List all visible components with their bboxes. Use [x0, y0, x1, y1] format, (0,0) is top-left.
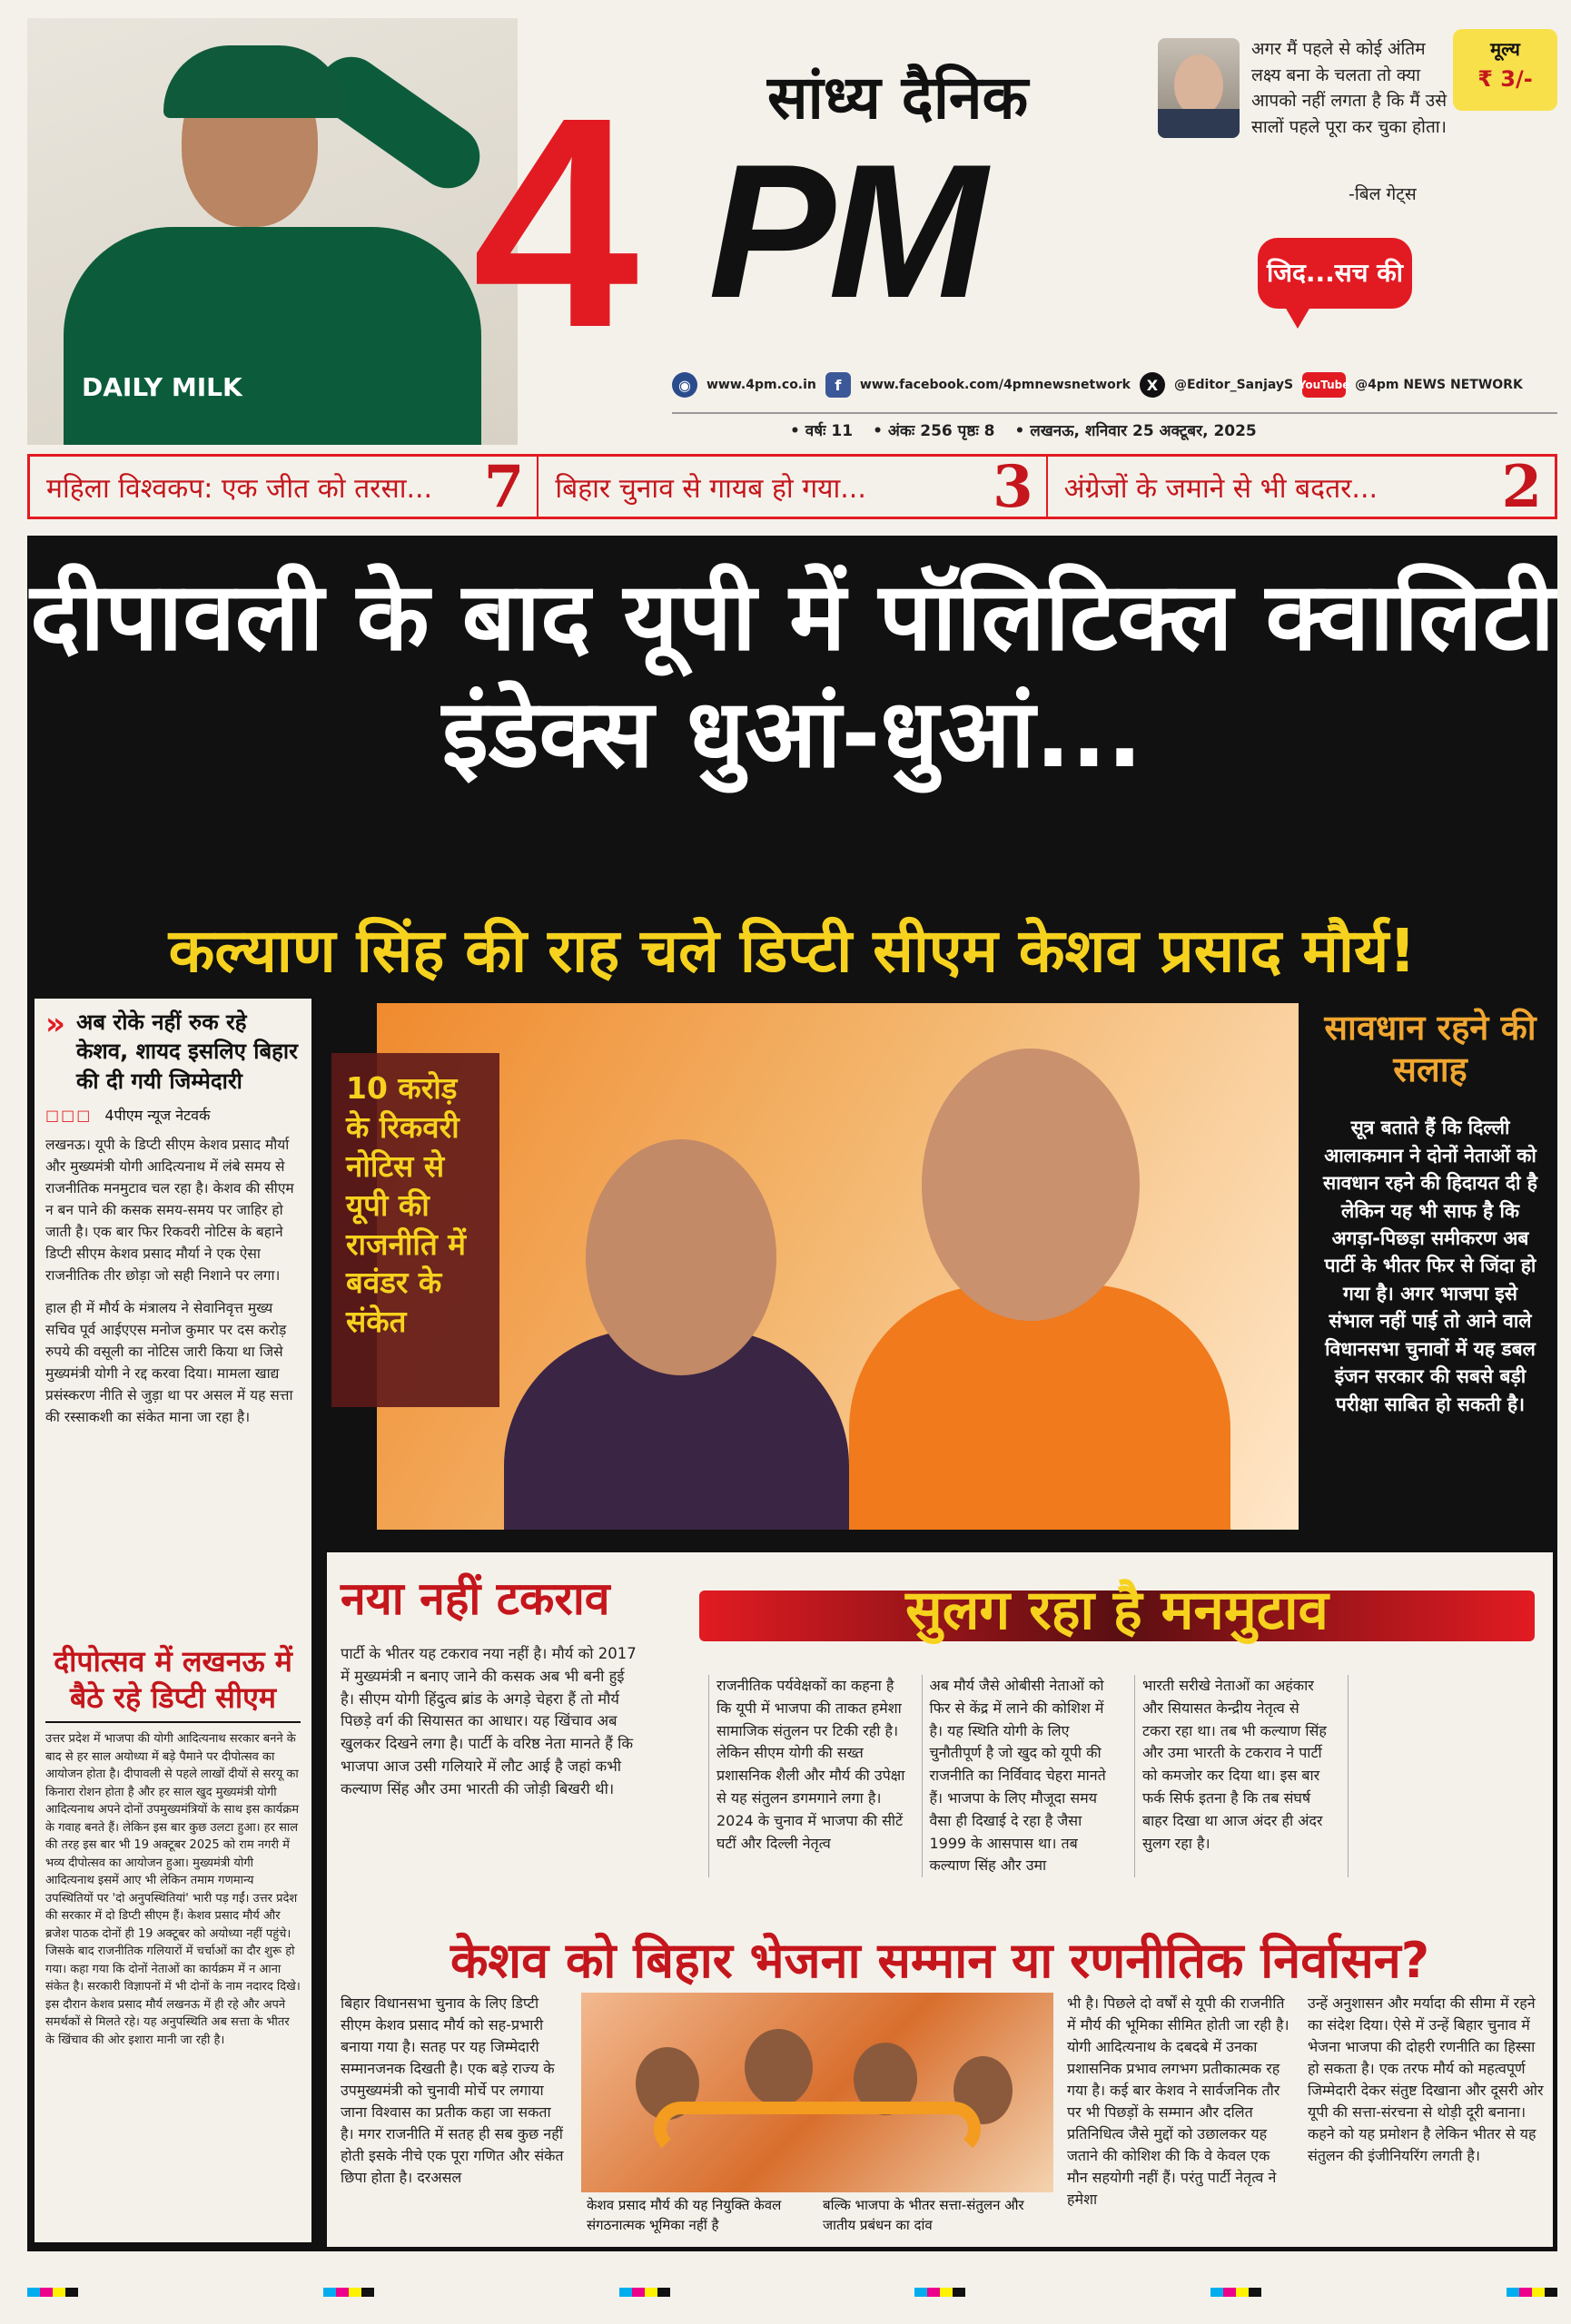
- teaser-page-number: 3: [993, 452, 1033, 521]
- teaser-page-number: 7: [483, 452, 525, 521]
- price-value: ₹ 3/-: [1477, 66, 1533, 92]
- section-title: केशव को बिहार भेजना सम्मान या रणनीतिक निर्वासन?: [450, 1932, 1430, 1989]
- column-text: राजनीतिक पर्यवेक्षकों का कहना है कि यूपी में भाजपा की ताकत हमेशा सामाजिक संतुलन पर टिकी रही है। लेकिन सीएम योगी की सख्त प्रशासनिक शैली और मौर्य की उपेक्षा से यह संतुलन डगमगाने लगा है। 2024 के चुनाव में भाजपा की सीटें घटीं और दिल्ली नेतृत्व: [708, 1675, 905, 1877]
- issue-info: [790, 419, 1257, 440]
- globe-icon: ◉: [672, 372, 697, 398]
- slogan-bubble: जिद...सच की: [1258, 238, 1412, 309]
- issue-year: • वर्षः 11: [790, 422, 854, 440]
- section-text: पार्टी के भीतर यह टकराव नया नहीं है। मौर्य को 2017 में मुख्यमंत्री न बनाए जाने की कसक अब भी बनी हुई है। सीएम योगी हिंदुत्व ब्रांड के अगड़े चेहरा हैं तो मौर्य पिछड़े वर्ग की सियासत का आधार। यह खिंचाव अब खुलकर दिखने लगा है। पार्टी के वरिष्ठ नेता मानते हैं कि भाजपा आज उसी गलियारे में लौट आई है जहां कभी कल्याण सिंह और उमा भारती की जोड़ी बिखरी थी।: [341, 1645, 637, 1797]
- section-title: सुलग रहा है मनमुटाव: [905, 1579, 1329, 1642]
- teaser-strip: [27, 454, 1557, 519]
- sidebar-title: सावधान रहने की सलाह: [1324, 1008, 1536, 1089]
- color-bar: [1210, 2288, 1261, 2297]
- right-sidebar: [1308, 999, 1553, 1634]
- teaser-text: अंग्रेजों के जमाने से भी बदतर...: [1063, 472, 1378, 505]
- issue-number: • अंकः 256 पृष्ठः 8: [873, 422, 995, 440]
- youtube-icon: YouTube: [1302, 372, 1346, 398]
- main-headline: दीपावली के बाद यूपी में पॉलिटिक्ल क्वालिटी इंडेक्स धुआं-धुआं...: [30, 561, 1555, 789]
- column-text: उन्हें अनुशासन और मर्यादा की सीमा में रहने का संदेश दिया। ऐसे में उन्हें बिहार चुनाव में भेजना भाजपा की दोहरी रणनीति का हिस्सा हो सकता है। एक तरफ मौर्य को महत्वपूर्ण जिम्मेदारी देकर संतुष्ट दिखाना और दूसरी ओर यूपी की सत्ता-संरचना से थोड़ी दूरी बनाना। कहने को यह प्रमोशन है लेकिन भीतर से यह संतुलन की इंजीनियरिंग लगती है।: [1308, 1994, 1544, 2164]
- twitter-link[interactable]: @Editor_SanjayS: [1173, 378, 1294, 392]
- x-twitter-icon: X: [1140, 372, 1165, 398]
- photo-caption: 10 करोड़ के रिकवरी नोटिस से यूपी की राजनीति में बवंडर के संकेत: [331, 1053, 499, 1407]
- byline-text: 4पीएम न्यूज नेटवर्क: [104, 1107, 211, 1125]
- section-title: नया नहीं टकराव: [341, 1572, 610, 1625]
- sidebar-text: सूत्र बताते हैं कि दिल्ली आलाकमान ने दोनों नेताओं को सावधान रहने की हिदायत दी है लेकिन यह भी साफ है कि अगड़ा-पिछड़ा समीकरण अब पार्टी के भीतर फिर से जिंदा हो गया है। अगर भाजपा इसे संभाल नहीं पाई तो आने वाले विधानसभा चुनावों में यह डबल इंजन सरकार की सबसे बड़ी परीक्षा साबित हो सकती है।: [1323, 1117, 1537, 1415]
- section-columns: [708, 1675, 1544, 1877]
- jersey-text: DAILY MILK: [82, 372, 242, 402]
- teaser-item[interactable]: [1048, 452, 1555, 521]
- color-bar: [619, 2288, 670, 2297]
- left-story: [35, 999, 311, 1634]
- logo-number: 4: [472, 54, 639, 389]
- box-text: उत्तर प्रदेश में भाजपा की योगी आदित्यनाथ सरकार बनने के बाद से हर साल अयोध्या में बड़े पैमाने पर दीपोत्सव का आयोजन होता है। दीपावली से पहले लाखों दीयों से सरयू का किनारा रोशन होता है और हर साल खुद मुख्यमंत्री योगी आदित्यनाथ अपने दोनों उपमुख्यमंत्रियों के साथ इस कार्यक्रम के गवाह बनते हैं। लेकिन इस बार कुछ उलटा हुआ। हर साल की तरह इस बार भी 19 अक्टूबर 2025 को राम नगरी में भव्य दीपोत्सव का आयोजन हुआ। मुख्यमंत्री योगी आदित्यनाथ इसमें आए भी लेकिन तमाम गणमान्य उपस्थितियों पर 'दो अनुपस्थितियां' भारी पड़ गईं। उत्तर प्रदेश की सरकार में दो डिप्टी सीएम हैं। केशव प्रसाद मौर्य और ब्रजेश पाठक दोनों ही 19 अक्टूबर को अयोध्या नहीं पहुंचे। जिसके बाद राजनीतिक गलियारों में चर्चाओं का दौर शुरू हो गया। कहा गया कि दोनों नेताओं का कार्यक्रम में न आना संकेत है। सरकारी विज्ञापनों में भी दोनों के नाम नदारद दिखे। इस दौरान केशव प्रसाद मौर्य लखनऊ में ही रहे और अपने समर्थकों से मिलते रहे। यह अनुपस्थिति अब सत्ता के भीतर के खिंचाव की ओर इशारा मानी जा रही है।: [45, 1732, 301, 2047]
- story-lead: » अब रोके नहीं रुक रहे केशव, शायद इसलिए बिहार की दी गयी जिम्मेदारी: [45, 1008, 301, 1096]
- youtube-link[interactable]: @4pm NEWS NETWORK: [1355, 378, 1523, 392]
- masthead-rule: [672, 412, 1557, 414]
- facebook-link[interactable]: www.facebook.com/4pmnewsnetwork: [859, 378, 1131, 392]
- deepotsav-box: [35, 1634, 311, 2242]
- sub-headline: कल्याण सिंह की राह चले डिप्टी सीएम केशव प्रसाद मौर्य!: [168, 916, 1417, 986]
- teaser-page-number: 2: [1501, 452, 1542, 521]
- social-links: [672, 372, 1535, 398]
- color-bar: [914, 2288, 965, 2297]
- column-text: बिहार विधानसभा चुनाव के लिए डिप्टी सीएम केशव प्रसाद मौर्य को सह-प्रभारी बनाया गया है। सतह पर यह जिम्मेदारी सम्मानजनक दिखती है। एक बड़े राज्य के उपमुख्यमंत्री को चुनावी मोर्चे पर लगाया जाना विश्वास का प्रतीक कहा जा सकता है। मगर राजनीति में सतह ही सब कुछ नहीं होती इसके नीचे एक पूरा गणित और संकेत छिपा होता है। दरअसल: [341, 1994, 564, 2186]
- story-paragraph: लखनऊ। यूपी के डिप्टी सीएम केशव प्रसाद मौर्या और मुख्यमंत्री योगी आदित्यनाथ में लंबे समय से राजनीतिक मनमुटाव चल रहा है। केशव की सीएम न बन पाने की कसक समय-समय पर जाहिर हो जाती है। एक बार फिर रिकवरी नोटिस के बहाने डिप्टी सीएम केशव प्रसाद मौर्या ने एक ऐसा राजनीतिक तीर छोड़ा जो सही निशाने पर लगा।: [45, 1137, 294, 1285]
- color-bar: [323, 2288, 374, 2297]
- byline: [45, 1105, 301, 1125]
- cricketer-photo: [27, 18, 518, 445]
- photo-caption-left: केशव प्रसाद मौर्य की यह नियुक्ति केवल संगठनात्मक भूमिका नहीं है: [581, 2192, 817, 2240]
- leaders-photo: [377, 1003, 1299, 1530]
- quote-text: अगर मैं पहले से कोई अंतिम लक्ष्य बना के चलता तो क्या आपको नहीं लगता है कि मैं उसे सालों पहले पूरा कर चुका होता।: [1251, 39, 1447, 137]
- box-title: दीपोत्सव में लखनऊ में बैठे रहे डिप्टी सीएम: [45, 1643, 301, 1723]
- issue-dateline: • लखनऊ, शनिवार 25 अक्टूबर, 2025: [1014, 422, 1257, 440]
- photo-caption-right: बल्कि भाजपा के भीतर सत्ता-संतुलन और जातीय प्रबंधन का दांव: [817, 2192, 1053, 2240]
- column-text: भी है। पिछले दो वर्षों से यूपी की राजनीति में मौर्य की भूमिका सीमित होती जा रही है। योगी आदित्यनाथ के दबदबे में उनका प्रशासनिक प्रभाव लगभग प्रतीकात्मक रह गया है। कई बार केशव ने सार्वजनिक तौर पर भी पिछड़ों के सम्मान और दलित प्रतिनिधित्व जैसे मुद्दों को उछालकर यह जताने की कोशिश की कि वे केवल एक मौन सहयोगी नहीं हैं। परंतु पार्टी नेतृत्व ने हमेशा: [1067, 1994, 1289, 2208]
- website-link[interactable]: www.4pm.co.in: [706, 378, 816, 392]
- color-bar: [27, 2288, 78, 2297]
- price-box: [1453, 29, 1557, 111]
- byline-squares: □□□: [45, 1106, 93, 1124]
- price-label: मूल्य: [1490, 38, 1520, 60]
- print-color-bars: [27, 2288, 1557, 2297]
- column-text: अब मौर्य जैसे ओबीसी नेताओं को फिर से केंद्र में लाने की कोशिश में है। यह स्थिति योगी के लिए चुनौतीपूर्ण है जो खुद को यूपी की राजनीति का निर्विवाद चेहरा मानते हैं। भाजपा के लिए मौजूदा समय वैसा ही दिखाई दे रहा है जैसा 1999 के आसपास था। तब कल्याण सिंह और उमा: [922, 1675, 1119, 1877]
- column-text: भारती सरीखे नेताओं का अहंकार और सियासत केन्द्रीय नेतृत्व से टकरा रहा था। तब भी कल्याण सिंह और उमा भारती के टकराव ने पार्टी को कमजोर कर दिया था। इस बार फर्क सिर्फ इतना है कि तब संघर्ष बाहर दिखा था आज अंदर ही अंदर सुलग रहा है।: [1134, 1675, 1331, 1877]
- teaser-item[interactable]: [30, 452, 538, 521]
- facebook-icon: f: [825, 372, 851, 398]
- quote-author: -बिल गेट्स: [1349, 184, 1417, 204]
- story-paragraph: हाल ही में मौर्य के मंत्रालय ने सेवानिवृत्त मुख्य सचिव पूर्व आईएएस मनोज कुमार पर दस करोड़ रुपये की वसूली का नोटिस जारी किया था जिसे मुख्यमंत्री योगी ने रद्द करवा दिया। मामला खाद्य प्रसंस्करण नीति से जुड़ा था पर असल में यह सत्ता की रस्साकशी का संकेत माना जा रहा है।: [45, 1300, 293, 1426]
- color-bar: [1507, 2288, 1557, 2297]
- column-text: [1348, 1675, 1545, 1877]
- paper-subtitle: सांध्य दैनिक: [767, 62, 1029, 133]
- teaser-text: महिला विश्वकप: एक जीत को तरसा...: [46, 472, 433, 505]
- teaser-item[interactable]: [538, 452, 1047, 521]
- logo-letters: PM: [708, 124, 980, 338]
- teaser-text: बिहार चुनाव से गायब हो गया...: [555, 472, 866, 505]
- quote-author-photo: [1158, 38, 1240, 138]
